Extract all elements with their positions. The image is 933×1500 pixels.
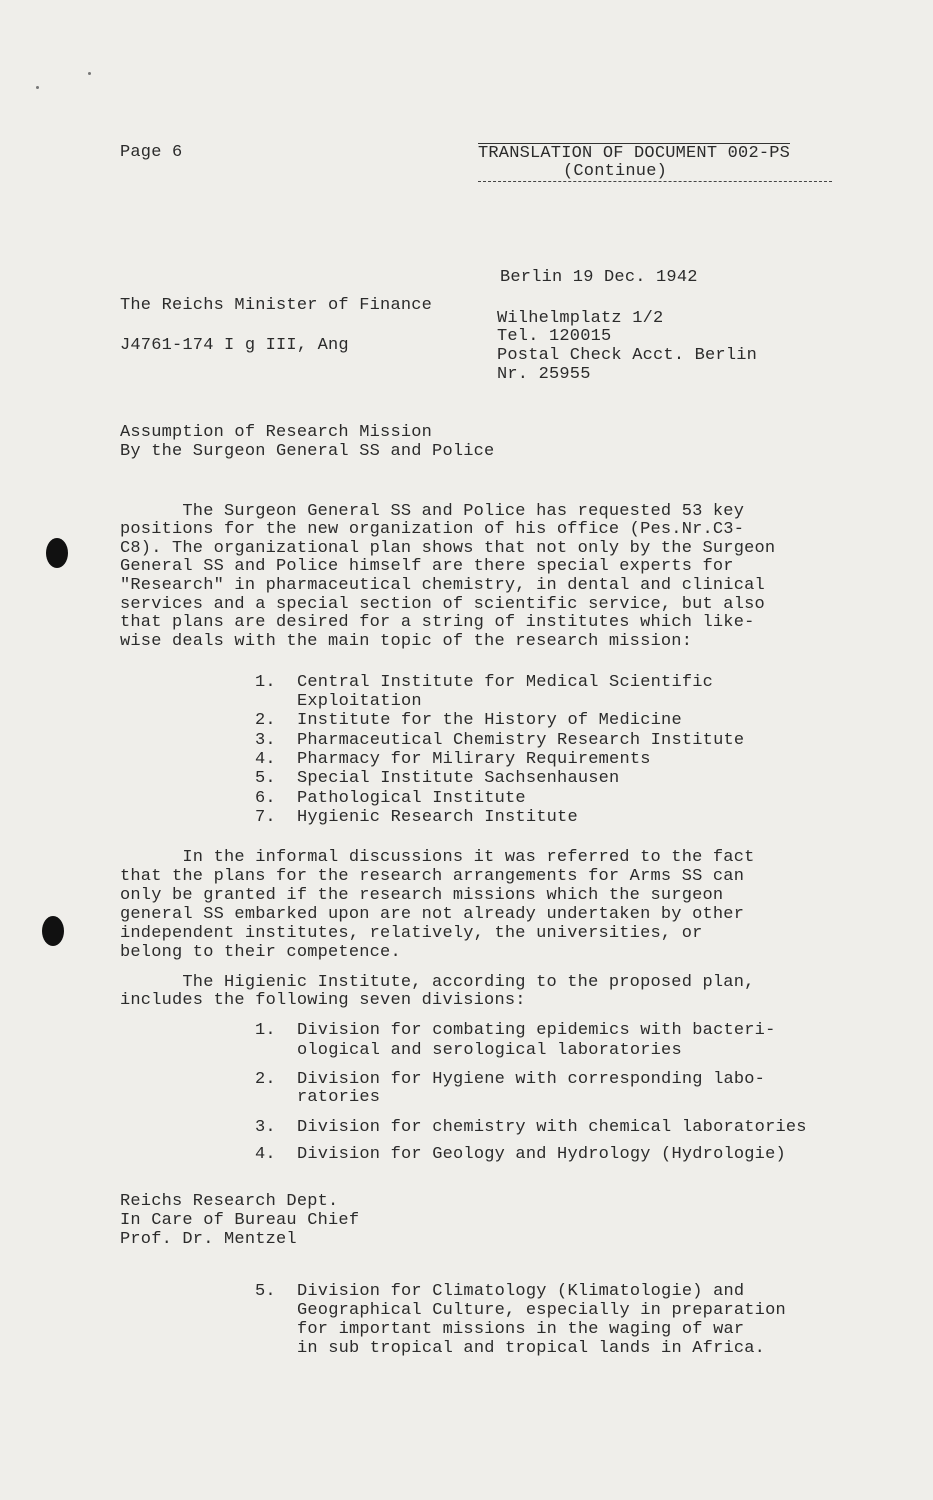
text-line: The Higienic Institute, according to the proposed plan, (120, 973, 755, 992)
subject-line: Assumption of Research Mission (120, 423, 433, 442)
text-line: General SS and Police himself are there special experts for (120, 557, 734, 576)
address-line: Nr. 25955 (497, 365, 591, 384)
list-item-continuation: in sub tropical and tropical lands in Africa. (297, 1339, 766, 1358)
paper-speck (88, 72, 91, 75)
list-item: 4. Division for Geology and Hydrology (Hydrologie) (255, 1145, 786, 1164)
document-subtitle: (Continue) (563, 162, 668, 181)
text-line: positions for the new organization of his office (Pes.Nr.C3- (120, 520, 745, 539)
paper-speck (36, 86, 39, 89)
address-line: Postal Check Acct. Berlin (497, 346, 758, 365)
list-item: 6. Pathological Institute (255, 789, 526, 808)
list-item: 1. Central Institute for Medical Scientific (255, 673, 714, 692)
text-line: C8). The organizational plan shows that not only by the Surgeon (120, 539, 776, 558)
text-line: independent institutes, relatively, the universities, or (120, 924, 703, 943)
text-line: The Surgeon General SS and Police has requested 53 key (120, 502, 745, 521)
list-item-continuation: ological and serological laboratories (297, 1041, 682, 1060)
list-item-continuation: for important missions in the waging of war (297, 1320, 745, 1339)
place-date: Berlin 19 Dec. 1942 (500, 268, 698, 287)
recipient-line: In Care of Bureau Chief (120, 1211, 360, 1230)
text-line: only be granted if the research missions which the surgeon (120, 886, 724, 905)
sender-reference: J4761-174 I g III, Ang (120, 336, 349, 355)
text-line: that the plans for the research arrangements for Arms SS can (120, 867, 745, 886)
text-line: In the informal discussions it was referred to the fact (120, 848, 755, 867)
list-item: 3. Division for chemistry with chemical laboratories (255, 1118, 807, 1137)
list-item: 3. Pharmaceutical Chemistry Research Institute (255, 731, 745, 750)
list-item-continuation: ratories (297, 1088, 381, 1107)
list-item: 2. Division for Hygiene with corresponding labo- (255, 1070, 766, 1089)
punch-hole-bottom (42, 916, 64, 946)
text-line: includes the following seven divisions: (120, 991, 526, 1010)
text-line: general SS embarked upon are not already undertaken by other (120, 905, 745, 924)
text-line: belong to their competence. (120, 943, 401, 962)
text-line: that plans are desired for a string of institutes which like- (120, 613, 755, 632)
page-label: Page 6 (120, 143, 183, 162)
recipient-line: Reichs Research Dept. (120, 1192, 339, 1211)
subtitle-rule (478, 181, 832, 182)
text-line: "Research" in pharmaceutical chemistry, in dental and clinical (120, 576, 765, 595)
recipient-line: Prof. Dr. Mentzel (120, 1230, 297, 1249)
punch-hole-top (46, 538, 68, 568)
list-item: 5. Division for Climatology (Klimatologie) and (255, 1282, 745, 1301)
list-item: 7. Hygienic Research Institute (255, 808, 578, 827)
list-item-continuation: Exploitation (297, 692, 422, 711)
text-line: wise deals with the main topic of the research mission: (120, 632, 693, 651)
document-title: TRANSLATION OF DOCUMENT 002-PS (478, 144, 791, 163)
list-item: 5. Special Institute Sachsenhausen (255, 769, 620, 788)
address-line: Tel. 120015 (497, 327, 612, 346)
subject-line: By the Surgeon General SS and Police (120, 442, 495, 461)
list-item: 4. Pharmacy for Milirary Requirements (255, 750, 651, 769)
list-item: 1. Division for combating epidemics with bacteri- (255, 1021, 776, 1040)
list-item-continuation: Geographical Culture, especially in preparation (297, 1301, 786, 1320)
text-line: services and a special section of scientific service, but also (120, 595, 765, 614)
list-item: 2. Institute for the History of Medicine (255, 711, 682, 730)
address-line: Wilhelmplatz 1/2 (497, 309, 664, 328)
sender-name: The Reichs Minister of Finance (120, 296, 433, 315)
